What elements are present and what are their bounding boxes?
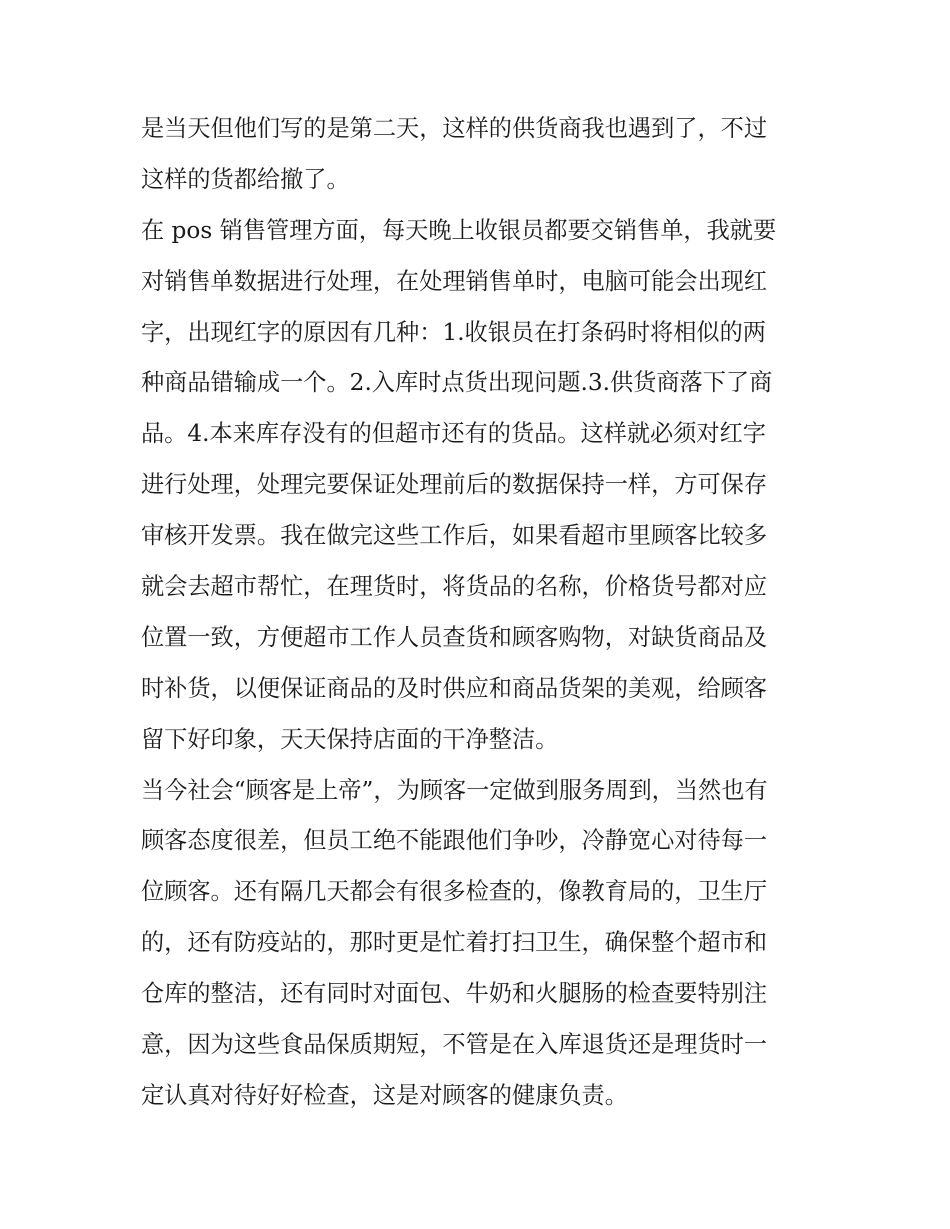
text-line: 就会去超市帮忙，在理货时，将货品的名称，价格货号都对应 bbox=[141, 573, 768, 601]
text-line: 对销售单数据进行处理，在处理销售单时，电脑可能会出现红 bbox=[141, 267, 768, 295]
text-line: 时补货，以便保证商品的及时供应和商品货架的美观，给顾客 bbox=[141, 674, 768, 702]
text-line: 位顾客。还有隔几天都会有很多检查的，像教育局的，卫生厅 bbox=[141, 878, 768, 906]
text-line: 字，出现红字的原因有几种：1.收银员在打条码时将相似的两 bbox=[141, 318, 766, 346]
body-text bbox=[141, 104, 813, 1122]
text-line: 品。4.本来库存没有的但超市还有的货品。这样就必须对红字 bbox=[141, 420, 766, 448]
text-line: 仓库的整洁，还有同时对面包、牛奶和火腿肠的检查要特别注 bbox=[141, 980, 768, 1008]
text-line: 审核开发票。我在做完这些工作后，如果看超市里顾客比较多 bbox=[141, 522, 768, 550]
text-line: 当今社会“顾客是上帝”，为顾客一定做到服务周到，当然也有 bbox=[141, 776, 768, 804]
text-line: 留下好印象，天天保持店面的干净整洁。 bbox=[141, 725, 559, 753]
text-line: 种商品错输成一个。2.入库时点货出现问题.3.供货商落下了商 bbox=[141, 369, 773, 397]
text-line: 定认真对待好好检查，这是对顾客的健康负责。 bbox=[141, 1081, 628, 1109]
text-line: 顾客态度很差，但员工绝不能跟他们争吵，冷静宽心对待每一 bbox=[141, 827, 768, 855]
text-line: 是当天但他们写的是第二天，这样的供货商我也遇到了，不过 bbox=[141, 115, 768, 142]
text-line: 的，还有防疫站的，那时更是忙着打扫卫生，确保整个超市和 bbox=[141, 929, 768, 957]
text-line: 这样的货都给撤了。 bbox=[141, 165, 350, 193]
text-line: 位置一致，方便超市工作人员查货和顾客购物，对缺货商品及 bbox=[141, 623, 768, 651]
text-line: 在 pos 销售管理方面，每天晚上收银员都要交销售单，我就要 bbox=[141, 216, 777, 244]
text-line: 意，因为这些食品保质期短，不管是在入库退货还是理货时一 bbox=[141, 1031, 768, 1059]
text-line: 进行处理，处理完要保证处理前后的数据保持一样，方可保存 bbox=[141, 471, 768, 499]
